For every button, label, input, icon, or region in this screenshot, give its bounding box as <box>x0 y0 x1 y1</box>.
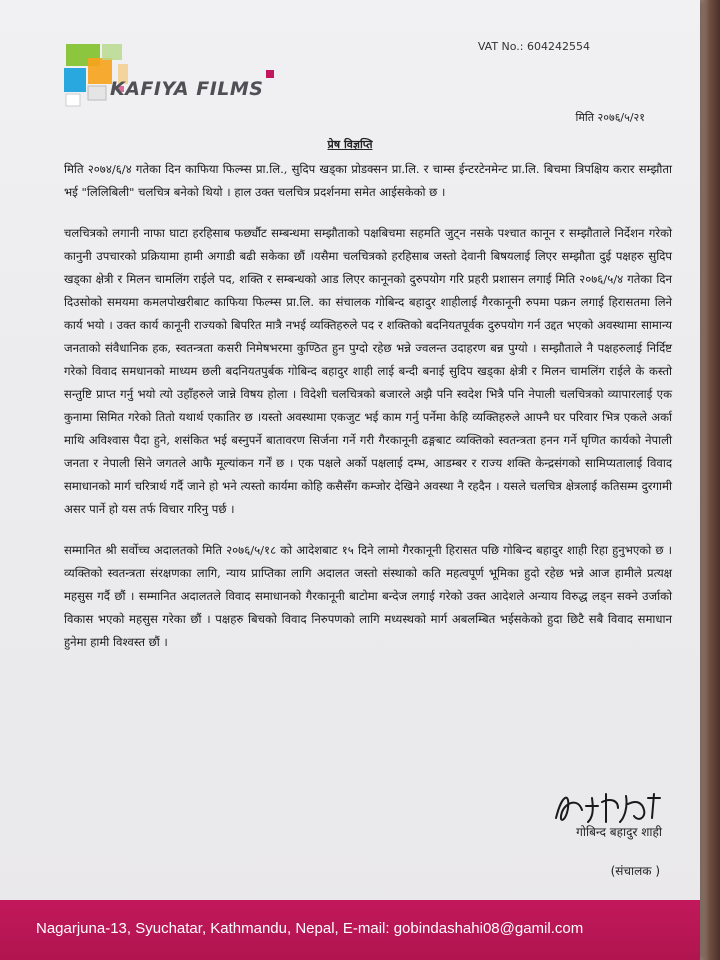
paragraph-2: चलचित्रको लगानी नाफा घाटा हरहिसाब फर्छ्यौट सम्बन्धमा सम्झौताको पक्षबिचमा सहमति जुट्न नसके पश्चात कानून र सम्झौताले निर्देशन गरेको कानुनी उपचारको प्रक्रियामा हामी अगाडी बढी सकेका छौं ।यसैमा चलचित्रको हरहिसाब जस्तो देवानी बिषयलाई लिएर सम्झौता दुई पक्षहरु सुदिप खड्का क्षेत्री र मिलन चामलिंग राईले पद, शक्ति र सम्बन्धको आड लिएर कानूनको दुरुपयोग गरि प्रहरी प्रशासन लगाई मिति २०७६/५/४ गतेका दिन दिउसोको समयमा कमलपोखरीबाट काफिया फिल्म्स प्रा.लि. का संचालक गोबिन्द बहादुर शाहीलाई गैरकानूनी रुपमा पक्रन लगाई हिरासतमा लिने कार्य भयो । उक्त कार्य कानूनी राज्यको बिपरित मात्रै नभई व्यक्तिहरुले पद र शक्तिको बदनियतपूर्वक दुरुपयोग गर्न उद्दत भएको अवस्थामा सामान्य जनताको संवैधानिक हक, स्वतन्त्रता कसरी निमेषभरमा कुण्ठित हुन पुग्दो रहेछ भन्ने ज्वलन्त उदाहरण बन्न पुग्यो । सम्झौताले नै पक्षहरुलाई निर्दिष्ट गरेको विवाद समधानको माध्यम छली बदनियतपुर्बक गोबिन्द बहादुर शाही लाई बन्दी बनाई सुदिप खड्का क्षेत्री र मिलन चामलिंग राईले के कस्तो सन्तुष्टि प्राप्त गर्नु भयो त्यो उहाँहरुले जान्ने विषय होला । विदेशी चलचित्रको बजारले अझै पनि स्वदेश भित्रै पनि नेपाली चलचित्रको व्यापारलाई एक कुनामा सिमित गरेको तितो यथार्थ एकातिर छ ।यस्तो अवस्थामा एकजुट भई काम गर्नु पर्नेमा केहि व्यक्तिहरुले आफ्नै घर परिवार भित्र एकले अर्का माथि अविश्वास पैदा हुने, शसंकित भई बस्नुपर्ने बातावरण सिर्जना गर्ने गरी गैरकानूनी ढङ्गबाट व्यक्तिको स्वतन्त्रता हनन गर्ने घृणित कार्यको नेपाली जनता र नेपाली सिने जगतले आफै मूल्यांकन गर्नें छ । एक पक्षले अर्को पक्षलाई दम्भ, आडम्बर र राज्य शक्ति केन्द्रसंगको सामिप्यतालाई विवाद समाधानको मार्ग चरित्रार्थ गर्दै जाने हो भने त्यस्तो कार्यमा कोहि कसैसँग कम्जोर देखिने अवस्था नै रहदैन । यसले चलचित्र क्षेत्रलाई कतिसम्म दुरगामी असर पार्ने हो यस तर्फ विचार गरिनु पर्छ । <box>64 226 672 516</box>
letter-body <box>64 158 672 672</box>
signatory-name: गोबिन्द बहादुर शाही <box>576 825 662 839</box>
logo-wordmark: KAFIYA FILMS <box>110 78 264 100</box>
footer-bar <box>0 900 700 960</box>
footer-address: Nagarjuna-13, Syuchatar, Kathmandu, Nepal, E-mail: gobindashahi08@gamil.com <box>36 920 584 937</box>
letter-date: मिति २०७६/५/२१ <box>575 111 645 124</box>
letter-heading: प्रेष विज्ञप्ति <box>327 138 373 151</box>
paragraph-3: सम्मानित श्री सर्वोच्च अदालतको मिति २०७६/५/१८ को आदेशबाट १५ दिने लामो गैरकानूनी हिरासत पछि गोबिन्द बहादुर शाही रिहा हुनुभएको छ । व्यक्तिको स्वतन्त्रता संरक्षणका लागि, न्याय प्राप्तिका लागि अदालत जस्तो संस्थाको कति महत्वपूर्ण भूमिका हुदो रहेछ भन्ने आज हामीले प्रत्यक्ष महसुस गर्दै छौं । सम्मानित अदालतले विवाद समाधानको गैरकानूनी बाटोमा बन्देज लगाई गरेको उक्त आदेशले अन्याय विरुद्ध लड्न सक्ने उर्जाको विकास भएको महसुस गरेका छौं । पक्षहरु बिचको विवाद निरुपणको लागि मध्यस्थको मार्ग अबलम्बित भईसकेको हुदा छिटै सबै विवाद समाधान हुनेमा हामी विश्वस्त छौं । <box>64 543 672 649</box>
signatory-role: (संचालक ) <box>610 864 660 878</box>
paragraph-1: मिति २०७४/६/४ गतेका दिन काफिया फिल्म्स प्रा.लि., सुदिप खड्का प्रोडक्सन प्रा.लि. र चाम्स ईन्टरटेनमेन्ट प्रा.लि. बिचमा त्रिपक्षिय करार सम्झौता भई "लिलिबिली" चलचित्र बनेको थियो । हाल उक्त चलचित्र प्रदर्शनमा समेत आईसकेको छ । <box>64 162 672 199</box>
vat-number: VAT No.: 604242554 <box>477 40 590 53</box>
